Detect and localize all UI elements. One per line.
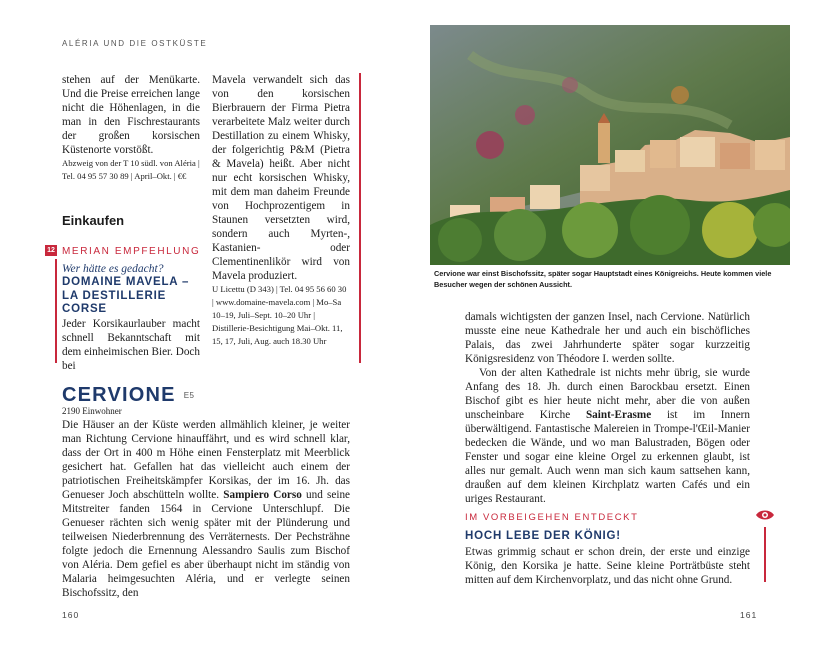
recommendation-badge: 12 — [45, 245, 57, 256]
sidebar-rule — [359, 73, 361, 363]
cervione-text — [62, 418, 350, 600]
recommendation-block — [62, 262, 200, 373]
col2-paragraph: Mavela verwandelt sich das von den korsischen Bierbrauern der Firma Pietra verarbeitete Malz weiter durch Destillation zu einem Whisky, der folgerichtig P&M (Pietra & Mavela) heißt. Aber nicht nur echt korsischen Whisky, mit dem man daheim Freunde von Hochprozentigem in Staunen versetzten wird, sondern auch Myrten-, Kastanien- oder Clementinenlikör wird von Mavela produziert. — [212, 74, 350, 282]
left-page-number: 160 — [62, 610, 80, 620]
photo-caption: Cervione war einst Bischofssitz, später sogar Hauptstadt eines Königreichs. Heute kommen viele Besucher wegen der schönen Aussicht. — [434, 269, 772, 289]
discovered-rule — [764, 527, 766, 582]
recommendation-title-1: DOMAINE MAVELA – — [62, 276, 190, 288]
cervione-grid-ref: E5 — [183, 391, 195, 400]
eye-icon — [755, 508, 775, 522]
cervione-heading — [62, 384, 195, 407]
eye-icon-svg — [755, 508, 775, 522]
recommendation-body: Jeder Korsikaurlauber macht schnell Bekanntschaft mit dem einheimischen Bier. Doch bei — [62, 317, 200, 372]
right-para-2a: Von der alten Kathedrale ist nichts mehr übrig, sie wurde Anfang des 18. Jh. durch einen Barockbau ersetzt. Einen Bischof gibt es hier heute nicht mehr, aber die von außen unscheinbare Kirche — [465, 367, 750, 421]
discovered-title: HOCH LEBE DER KÖNIG! — [465, 530, 621, 542]
right-para-2b: im Innern überwältigend. Fantastische Malereien in Trompe-l'Œil-Manier bedecken die Wände, und wo man Balustraden, Bögen oder Fenster und sogar eine kleine Orgel zu erkennen glaubt, ist alles nur gemalt. Auch wenn man sich kaum sattsehen kann, draußen auf dem kleinen Kirchplatz warten Cafés und ein uriges Restaurant. — [465, 409, 750, 505]
col1-paragraph: stehen auf der Menükarte. Und die Preise erreichen lange nicht die Höhenlagen, in die man in den Fischrestaurants der großen korsischen Küstenorte vorstößt. — [62, 74, 200, 156]
right-para-2-suffix: ist — [666, 409, 678, 421]
cervione-title: CERVIONE — [62, 384, 176, 406]
recommendation-title-2: LA DESTILLERIE — [62, 289, 167, 302]
recommendation-title-3: CORSE — [62, 303, 107, 315]
right-para-2 — [465, 366, 750, 506]
photo-illustration — [430, 25, 790, 265]
recommendation-question: Wer hätte es gedacht? — [62, 263, 164, 275]
cervione-population: 2190 Einwohner — [62, 406, 122, 416]
cervione-bold-name: Sampiero Corso — [223, 489, 302, 501]
col1-info: Abzweig von der T 10 südl. von Aléria | Tel. 04 95 57 30 89 | April–Okt. | €€ — [62, 158, 200, 181]
discovered-label: IM VORBEIGEHEN ENTDECKT — [465, 512, 639, 523]
right-para-2-bold: Saint-Erasme — [585, 409, 652, 421]
cervione-photo — [430, 25, 790, 265]
discovered-text: Etwas grimmig schaut er schon drein, der erste und einzige König, den Korsika je hatte. Seine kleine Porträtbüste steht mitten auf dem Kirchenvorplatz, und das nicht ohne Grund. — [465, 546, 750, 586]
left-column-2 — [212, 73, 350, 348]
shopping-heading: Einkaufen — [62, 213, 125, 228]
right-para-1: damals wichtigsten der ganzen Insel, nach Cervione. Natürlich musste eine neue Kathedrale her und auch ein bischöfliches Palais, das zwei Jahrhunderte später sogar kurzzeitig Königsresidenz von Théodore I. werden sollte. — [465, 311, 750, 365]
col2-info: U Licettu (D 343) | Tel. 04 95 56 60 30 | www.domaine-mavela.com | Mo–Sa 10–19, Juli–Sept. 10–20 Uhr | Distillerie-Besichtigung Mai–Okt. 11, 15, 17, Juli, Aug. auch 18.30 Uhr — [212, 284, 347, 346]
left-column-1 — [62, 73, 200, 183]
running-header: ALÉRIA UND DIE OSTKÜSTE — [62, 39, 208, 48]
recommendation-label: MERIAN EMPFEHLUNG — [62, 246, 201, 257]
cervione-text-a: Die Häuser an der Küste werden allmählich kleiner, je weiter man Richtung Cervione hinauffährt, und es wird schnell klar, dass der Ort in 400 m Höhe einen Fensterplatz mit Meerblick gesichert hat. Gefallen hat das vielleicht auch einem der patriotischen Freiheitskämpfer Korsikas, der im 16. Jh. das Genueser Joch abschütteln wollte. — [62, 419, 350, 501]
right-page-number: 161 — [740, 610, 758, 620]
cervione-text-b: und seine Mitstreiter fanden 1564 in Cervione Unterschlupf. Die Genueser rächten sich wenig später mit der Plünderung und teilweisen Niederbrennung des Verräternests. Der Pechsträhne folgte jedoch die Ernennung Alessandro Saulis zum Bischof von Aléria. Dem gefiel es aber überhaupt nicht im ständig von Malaria heimgesuchten Aléria, und er verlegte seinen Bischofssitz, den — [62, 489, 351, 599]
recommendation-rule — [55, 259, 57, 363]
right-body — [465, 310, 750, 506]
